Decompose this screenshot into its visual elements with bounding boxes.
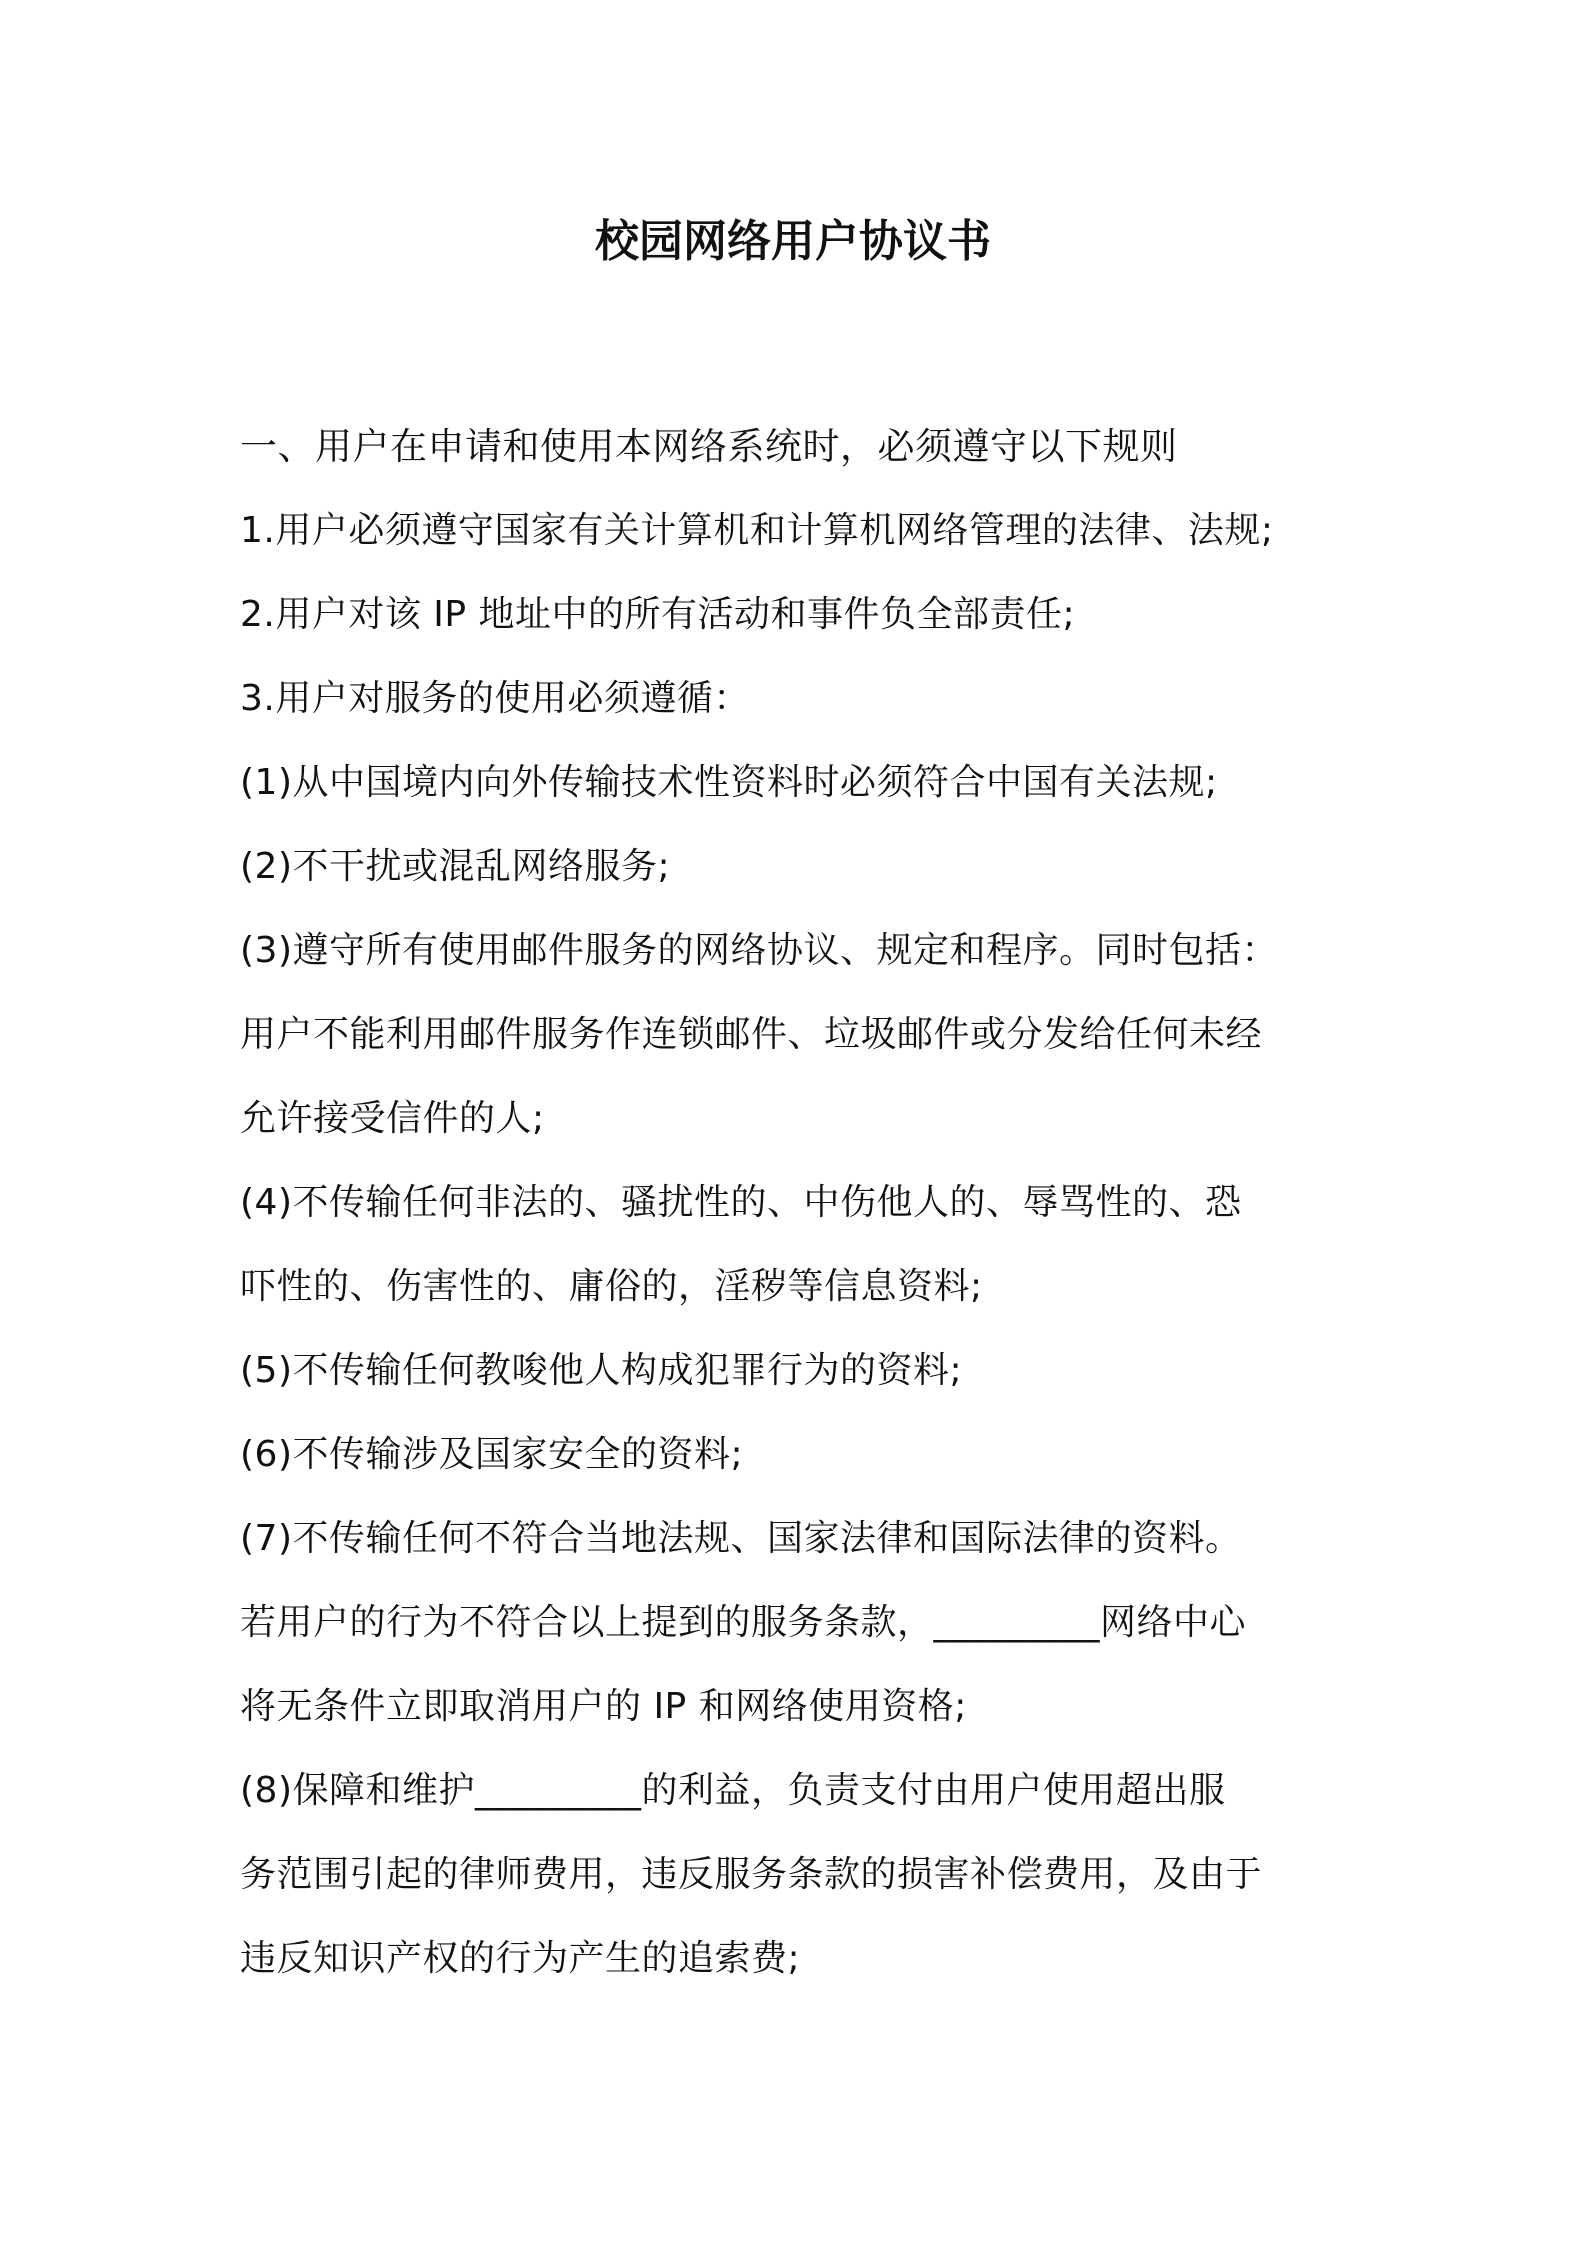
rule-subitem: (8)保障和维护_________的利益，负责支付由用户使用超出服 [240,1770,1226,1811]
rule-subitem-continued: 允许接受信件的人; [240,1098,545,1139]
rule-subitem: (1)从中国境内向外传输技术性资料时必须符合中国有关法规; [240,762,1218,803]
rule-subitem-continued: 将无条件立即取消用户的 IP 和网络使用资格; [240,1686,967,1727]
section-heading: 一、用户在申请和使用本网络系统时，必须遵守以下规则 [240,425,1178,468]
rule-subitem: (3)遵守所有使用邮件服务的网络协议、规定和程序。同时包括： [240,930,1278,971]
rule-item: 2.用户对该 IP 地址中的所有活动和事件负全部责任; [240,594,1076,635]
rule-subitem: (2)不干扰或混乱网络服务; [240,846,671,887]
document-body [240,405,1380,2001]
rule-subitem: (7)不传输任何不符合当地法规、国家法律和国际法律的资料。 [240,1518,1242,1559]
rule-subitem-continued: 违反知识产权的行为产生的追索费; [240,1938,801,1979]
rule-subitem-continued: 吓性的、伤害性的、庸俗的，淫秽等信息资料; [240,1266,983,1307]
rule-subitem-continued: 若用户的行为不符合以上提到的服务条款，_________网络中心 [240,1602,1247,1643]
rule-subitem: (6)不传输涉及国家安全的资料; [240,1434,744,1475]
rule-subitem-continued: 务范围引起的律师费用，违反服务条款的损害补偿费用，及由于 [240,1854,1263,1895]
rule-item: 3.用户对服务的使用必须遵循： [240,678,750,719]
rule-item: 1.用户必须遵守国家有关计算机和计算机网络管理的法律、法规; [240,510,1274,551]
rule-subitem: (4)不传输任何非法的、骚扰性的、中伤他人的、辱骂性的、恐 [240,1182,1242,1223]
document-title: 校园网络用户协议书 [595,216,991,267]
rule-subitem: (5)不传输任何教唆他人构成犯罪行为的资料; [240,1350,963,1391]
rule-subitem-continued: 用户不能利用邮件服务作连锁邮件、垃圾邮件或分发给任何未经 [240,1014,1263,1055]
